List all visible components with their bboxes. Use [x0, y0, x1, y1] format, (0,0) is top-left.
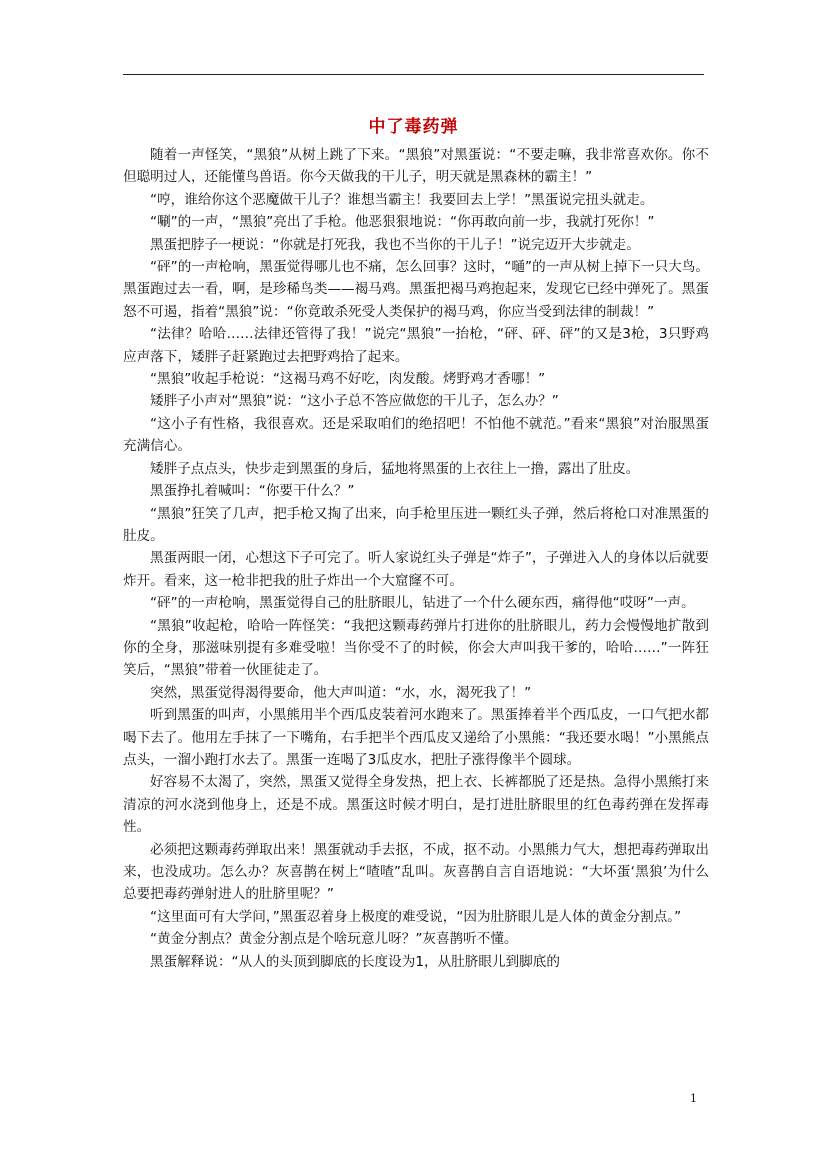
- paragraph: “黑狼”收起枪，哈哈一阵怪笑：“我把这颗毒药弹片打进你的肚脐眼儿，药力会慢慢地扩散到你的全身，那滋味别提有多难受啦！当你受不了的时候，你会大声叫我干爹的，哈哈……”一阵狂笑后，“黑狼”带着一伙匪徒走了。: [123, 617, 709, 679]
- header-rule: [123, 74, 704, 75]
- paragraph: “砰”的一声枪响，黑蛋觉得自己的肚脐眼儿，钻进了一个什么硬东西，痛得他“哎呀”一声。: [150, 595, 695, 612]
- paragraph: “黑狼”狂笑了几声，把手枪又掏了出来，向手枪里压进一颗红头子弹，然后将枪口对准黑蛋的肚皮。: [123, 505, 709, 544]
- paragraph: 矮胖子点点头，快步走到黑蛋的身后，猛地将黑蛋的上衣往上一撸，露出了肚皮。: [150, 460, 640, 477]
- paragraph: “法律？哈哈……法律还管得了我！”说完“黑狼”一抬枪，“砰、砰、砰”的又是3枪，3只野鸡应声落下，矮胖子赶紧跑过去把野鸡拾了起来。: [123, 326, 709, 365]
- paragraph: “这里面可有大学问，”黑蛋忍着身上极度的难受说，“因为肚脐眼儿是人体的黄金分割点。”: [150, 908, 682, 925]
- paragraph: 矮胖子小声对“黑狼”说：“这小子总不答应做您的干儿子，怎么办？”: [150, 393, 559, 410]
- paragraph: 随着一声怪笑，“黑狼”从树上跳了下来。“黑狼”对黑蛋说：“不要走嘛，我非常喜欢你。你不但聪明过人，还能懂鸟兽语。你今天做我的干儿子，明天就是黑森林的霸主！”: [123, 147, 709, 186]
- paragraph: 突然，黑蛋觉得渴得要命，他大声叫道：“水，水，渴死我了！”: [150, 684, 532, 701]
- paragraph: 黑蛋挣扎着喊叫：“你要干什么？”: [150, 483, 355, 500]
- paragraph: “唰”的一声，“黑狼”亮出了手枪。他恶狠狠地说：“你再敢向前一步，我就打死你！”: [150, 214, 655, 231]
- paragraph: 黑蛋把脖子一梗说：“你就是打死我，我也不当你的干儿子！”说完迈开大步就走。: [150, 236, 640, 253]
- paragraph: 必须把这颗毒药弹取出来！黑蛋就动手去抠，不成，抠不动。小黑熊力气大，想把毒药弹取出来，也没成功。怎么办？灰喜鹊在树上“喳喳”乱叫。灰喜鹊自言自语地说：“大坏蛋‘黑狼’为什么总要把毒药弹射进人的肚脐里呢？”: [123, 841, 709, 903]
- paragraph: “黄金分割点？黄金分割点是个啥玩意儿呀？”灰喜鹊听不懂。: [150, 931, 518, 948]
- paragraph: 听到黑蛋的叫声，小黑熊用半个西瓜皮装着河水跑来了。黑蛋捧着半个西瓜皮，一口气把水都喝下去了。他用左手抹了一下嘴角，右手把半个西瓜皮又递给了小黑熊：“我还要水喝！”小黑熊点点头，一溜小跑打水去了。黑蛋一连喝了3瓜皮水，把肚子涨得像半个圆球。: [123, 707, 709, 768]
- paragraph: “黑狼”收起手枪说：“这褐马鸡不好吃，肉发酸。烤野鸡才香哪！”: [150, 371, 546, 388]
- paragraph: 黑蛋解释说：“从人的头顶到脚底的长度设为1，从肚脐眼儿到脚底的: [150, 953, 560, 970]
- paragraph: “这小子有性格，我很喜欢。还是采取咱们的绝招吧！不怕他不就范。”看来“黑狼”对治服黑蛋充满信心。: [123, 415, 709, 455]
- paragraph: 好容易不太渴了，突然，黑蛋又觉得全身发热，把上衣、长裤都脱了还是热。急得小黑熊打来清凉的河水浇到他身上，还是不成。黑蛋这时候才明白，是打进肚脐眼里的红色毒药弹在发挥毒性。: [123, 774, 709, 836]
- paragraph: “砰”的一声枪响，黑蛋觉得哪儿也不痛，怎么回事？这时，“嗵”的一声从树上掉下一只大鸟。黑蛋跑过去一看，啊，是珍稀鸟类——褐马鸡。黑蛋把褐马鸡抱起来，发现它已经中弹死了。黑蛋怒不可遏，指着“黑狼”说：“你竟敢杀死受人类保护的褐马鸡，你应当受到法律的制裁！”: [123, 259, 709, 320]
- article-title: 中了毒药弹: [368, 117, 459, 137]
- page-number: 1: [690, 1092, 697, 1105]
- paragraph: “哼，谁给你这个恶魔做干儿子？谁想当霸主！我要回去上学！”黑蛋说完扭头就走。: [150, 191, 654, 208]
- paragraph: 黑蛋两眼一闭，心想这下子可完了。听人家说红头子弹是“炸子”，子弹进入人的身体以后就要炸开。看来，这一枪非把我的肚子炸出一个大窟窿不可。: [123, 550, 709, 589]
- article-body: [123, 144, 709, 973]
